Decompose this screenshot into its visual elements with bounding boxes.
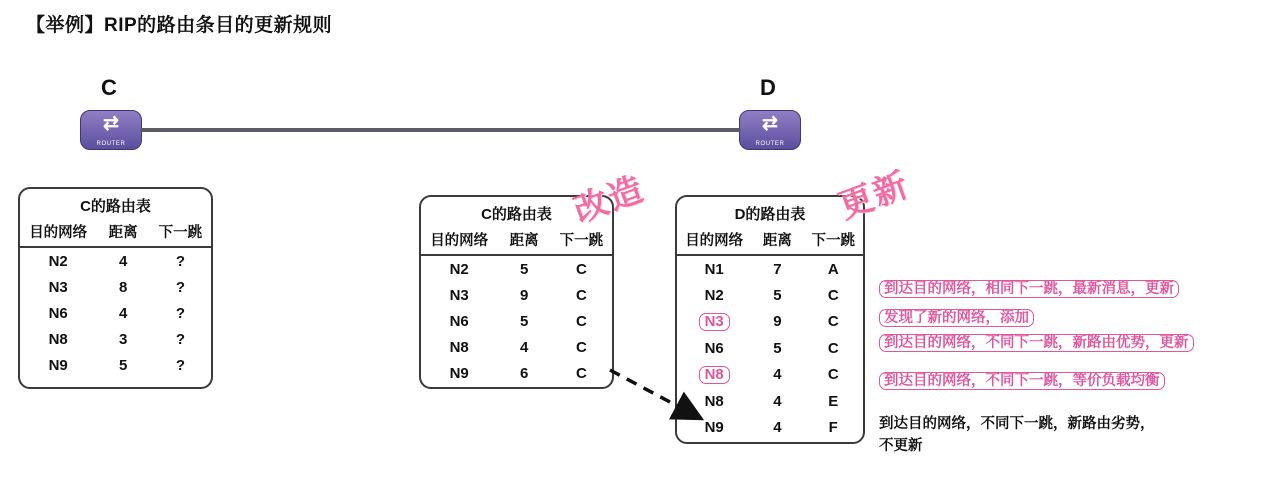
cell-network: N3 [48, 278, 68, 296]
cell-distance: 5 [773, 339, 782, 357]
router-caption: ROUTER [755, 141, 785, 147]
table-row [677, 308, 863, 335]
cell-nexthop: ? [175, 356, 186, 374]
table-caption: C的路由表 [481, 206, 552, 223]
cell-network: N8 [48, 330, 68, 348]
cell-distance: 5 [118, 356, 128, 374]
router-arrows-icon: ⇄ [103, 113, 119, 134]
table-row [677, 282, 863, 308]
column-header-distance: 距离 [509, 233, 539, 249]
annotation-5-line2: 不更新 [879, 438, 923, 454]
column-header-nexthop: 下一跳 [158, 225, 203, 241]
router-icon-c [80, 110, 142, 150]
stamp-update: 更新 [833, 165, 915, 226]
column-header-network: 目的网络 [430, 233, 489, 249]
page-title: 【举例】RIP的路由条目的更新规则 [26, 15, 333, 36]
routing-table-c-before [18, 187, 213, 389]
cell-distance: 4 [773, 392, 782, 410]
column-header-distance: 距离 [108, 225, 138, 241]
table-row [421, 255, 612, 282]
column-header-nexthop: 下一跳 [559, 233, 604, 249]
cell-network: N2 [704, 286, 724, 304]
cell-distance: 4 [519, 338, 529, 356]
cell-distance: 4 [773, 418, 782, 436]
cell-distance: 5 [519, 312, 529, 330]
cell-distance: 3 [118, 330, 128, 348]
annotation-5-line1: 到达目的网络，不同下一跳，新路由劣势， [879, 416, 1155, 432]
cell-nexthop: ? [175, 304, 186, 322]
table-row [421, 308, 612, 334]
table-row [20, 352, 211, 378]
cell-distance: 5 [773, 286, 782, 304]
cell-nexthop: C [576, 338, 587, 356]
cell-network: N8 [677, 361, 751, 388]
annotation-2: 发现了新的网络，添加 [879, 306, 1034, 327]
cell-nexthop: C [576, 364, 587, 382]
cell-nexthop: C [576, 286, 587, 304]
table-row [421, 282, 612, 308]
cell-network: N2 [449, 260, 469, 278]
link-c-d [140, 128, 741, 132]
cell-distance: 4 [118, 252, 128, 270]
stamp-modify: 改造 [568, 169, 650, 230]
cell-nexthop: ? [175, 278, 186, 296]
annotation-3: 到达目的网络，不同下一跳，新路由优势，更新 [879, 331, 1194, 352]
column-header-nexthop: 下一跳 [811, 233, 855, 249]
table-row [677, 255, 863, 282]
table-row [20, 274, 211, 300]
cell-distance: 9 [773, 313, 782, 330]
node-label-c: C [101, 75, 117, 100]
cell-nexthop: F [828, 418, 838, 436]
cell-distance: 5 [519, 260, 529, 278]
cell-network: N6 [449, 312, 469, 330]
cell-nexthop: C [827, 313, 839, 330]
cell-nexthop: A [827, 260, 839, 278]
cell-network: N3 [449, 286, 469, 304]
cell-network: N9 [449, 364, 469, 382]
table-row [20, 326, 211, 352]
cell-network: N8 [704, 392, 724, 410]
cell-nexthop: ? [175, 252, 186, 270]
cell-distance: 6 [519, 364, 529, 382]
table-caption: C的路由表 [80, 198, 151, 215]
cell-nexthop: C [827, 286, 839, 304]
annotation-1: 到达目的网络，相同下一跳，最新消息，更新 [879, 277, 1179, 298]
cell-network: N2 [48, 252, 68, 270]
cell-distance: 9 [519, 286, 529, 304]
node-label-d: D [760, 75, 776, 100]
table-row [20, 300, 211, 326]
annotation-4: 到达目的网络，不同下一跳，等价负载均衡 [879, 369, 1165, 390]
cell-network: N1 [704, 260, 724, 278]
cell-nexthop: C [827, 339, 839, 357]
flow-arrow [600, 355, 760, 435]
table-row [421, 360, 612, 386]
table-row [20, 247, 211, 274]
cell-distance: 8 [118, 278, 128, 296]
cell-nexthop: ? [175, 330, 186, 348]
cell-network: N9 [704, 418, 724, 436]
cell-nexthop: C [576, 260, 587, 278]
table-row [421, 334, 612, 360]
cell-network: N9 [48, 356, 68, 374]
column-header-distance: 距离 [762, 233, 792, 249]
cell-network: N3 [677, 308, 751, 335]
cell-distance: 4 [118, 304, 128, 322]
cell-network: N6 [48, 304, 68, 322]
column-header-network: 目的网络 [685, 233, 744, 249]
table-caption: D的路由表 [734, 206, 806, 223]
cell-network: N6 [704, 339, 724, 357]
column-header-network: 目的网络 [29, 225, 88, 241]
router-caption: ROUTER [96, 141, 126, 147]
cell-distance: 4 [773, 366, 782, 383]
cell-nexthop: C [827, 366, 839, 383]
cell-distance: 7 [773, 260, 782, 278]
cell-network: N8 [449, 338, 469, 356]
router-arrows-icon: ⇄ [762, 113, 778, 134]
cell-nexthop: E [828, 392, 839, 410]
router-icon-d [739, 110, 801, 150]
cell-nexthop: C [576, 312, 587, 330]
